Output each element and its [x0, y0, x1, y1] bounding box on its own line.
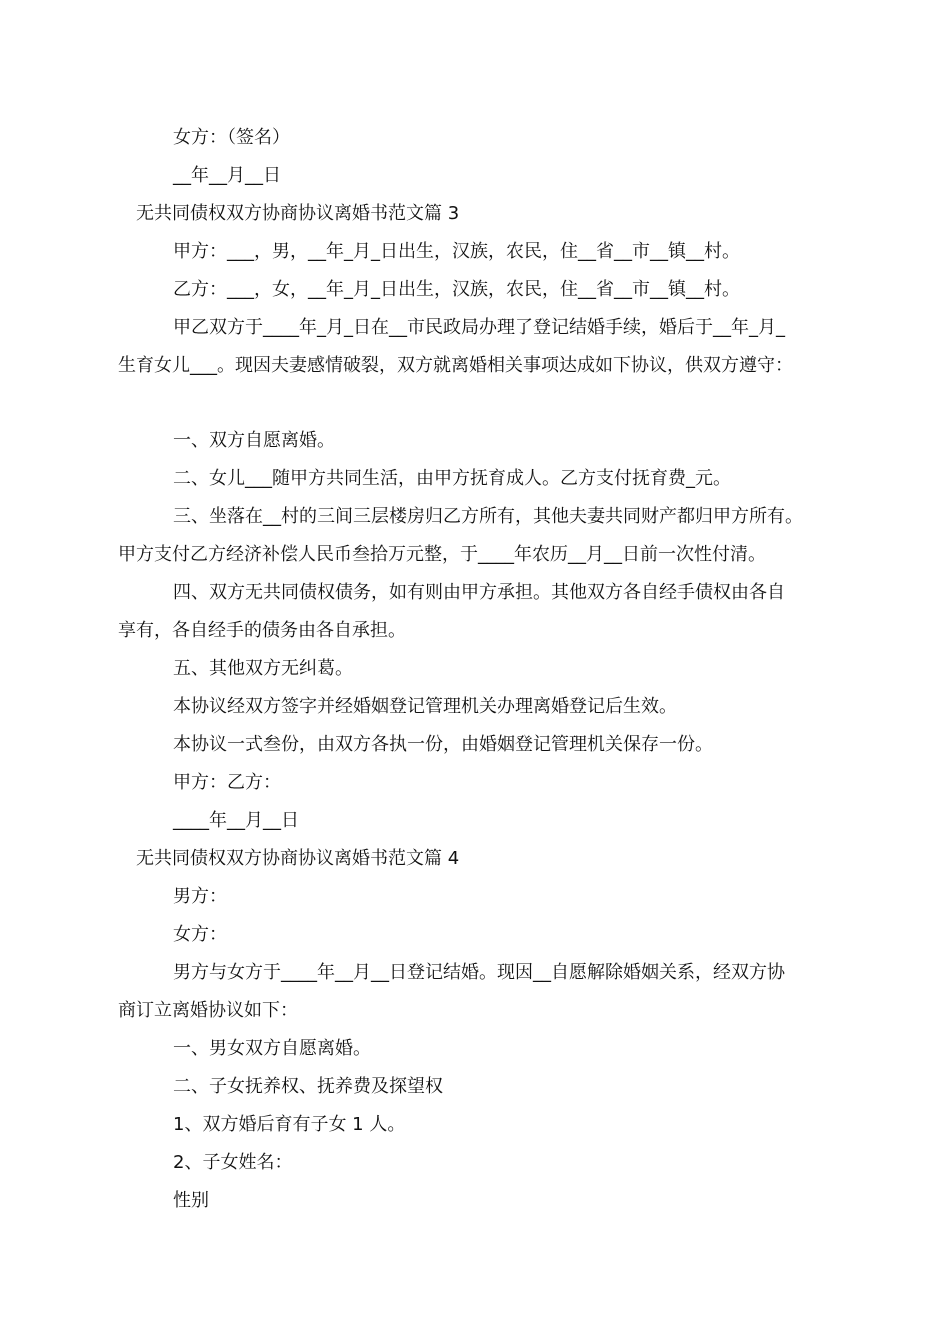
- sub-clause-2: 2、子女姓名：: [173, 1152, 293, 1173]
- clause-4: 四、双方无共同债权债务，如有则由甲方承担。其他双方各自经手债权由各自: [173, 582, 785, 603]
- clause-1: 一、双方自愿离婚。: [173, 430, 335, 451]
- party-a-info: 甲方：___，男，__年_月_日出生，汉族，农民，住__省__市__镇__村。: [173, 241, 740, 262]
- copies-statement: 本协议一式叁份，由双方各执一份，由婚姻登记管理机关保存一份。: [173, 734, 713, 755]
- date-line: ____年__月__日: [173, 810, 299, 831]
- date-line: __年__月__日: [173, 165, 281, 186]
- male-party-label: 男方：: [173, 886, 227, 907]
- paragraph-line: 商订立离婚协议如下：: [118, 1000, 298, 1021]
- gender-label: 性别: [173, 1190, 209, 1211]
- clause-2: 二、女儿___随甲方共同生活，由甲方抚育成人。乙方支付抚育费_元。: [173, 468, 731, 489]
- paragraph-line: 甲乙双方于____年_月_日在__市民政局办理了登记结婚手续，婚后于__年_月_: [173, 317, 785, 338]
- signature-parties: 甲方：乙方：: [173, 772, 281, 793]
- clause-3-continued: 甲方支付乙方经济补偿人民币叁拾万元整，于____年农历__月__日前一次性付清。: [118, 544, 766, 565]
- clause-1: 一、男女双方自愿离婚。: [173, 1038, 371, 1059]
- section-heading-3: 无共同债权双方协商协议离婚书范文篇 3: [136, 203, 460, 224]
- section-heading-4: 无共同债权双方协商协议离婚书范文篇 4: [136, 848, 460, 869]
- female-party-label: 女方：: [173, 924, 227, 945]
- sub-clause-1: 1、双方婚后育有子女 1 人。: [173, 1114, 406, 1135]
- clause-5: 五、其他双方无纠葛。: [173, 658, 353, 679]
- paragraph-line: 生育女儿___。现因夫妻感情破裂，双方就离婚相关事项达成如下协议，供双方遵守：: [118, 355, 793, 376]
- clause-4-continued: 享有，各自经手的债务由各自承担。: [118, 620, 406, 641]
- signature-line-female: 女方：（签名）: [173, 127, 290, 148]
- party-b-info: 乙方：___，女，__年_月_日出生，汉族，农民，住__省__市__镇__村。: [173, 279, 740, 300]
- clause-3: 三、坐落在__村的三间三层楼房归乙方所有，其他夫妻共同财产都归甲方所有。: [173, 506, 803, 527]
- clause-2: 二、子女抚养权、抚养费及探望权: [173, 1076, 443, 1097]
- paragraph-line: 男方与女方于____年__月__日登记结婚。现因__自愿解除婚姻关系，经双方协: [173, 962, 785, 983]
- effect-statement: 本协议经双方签字并经婚姻登记管理机关办理离婚登记后生效。: [173, 696, 677, 717]
